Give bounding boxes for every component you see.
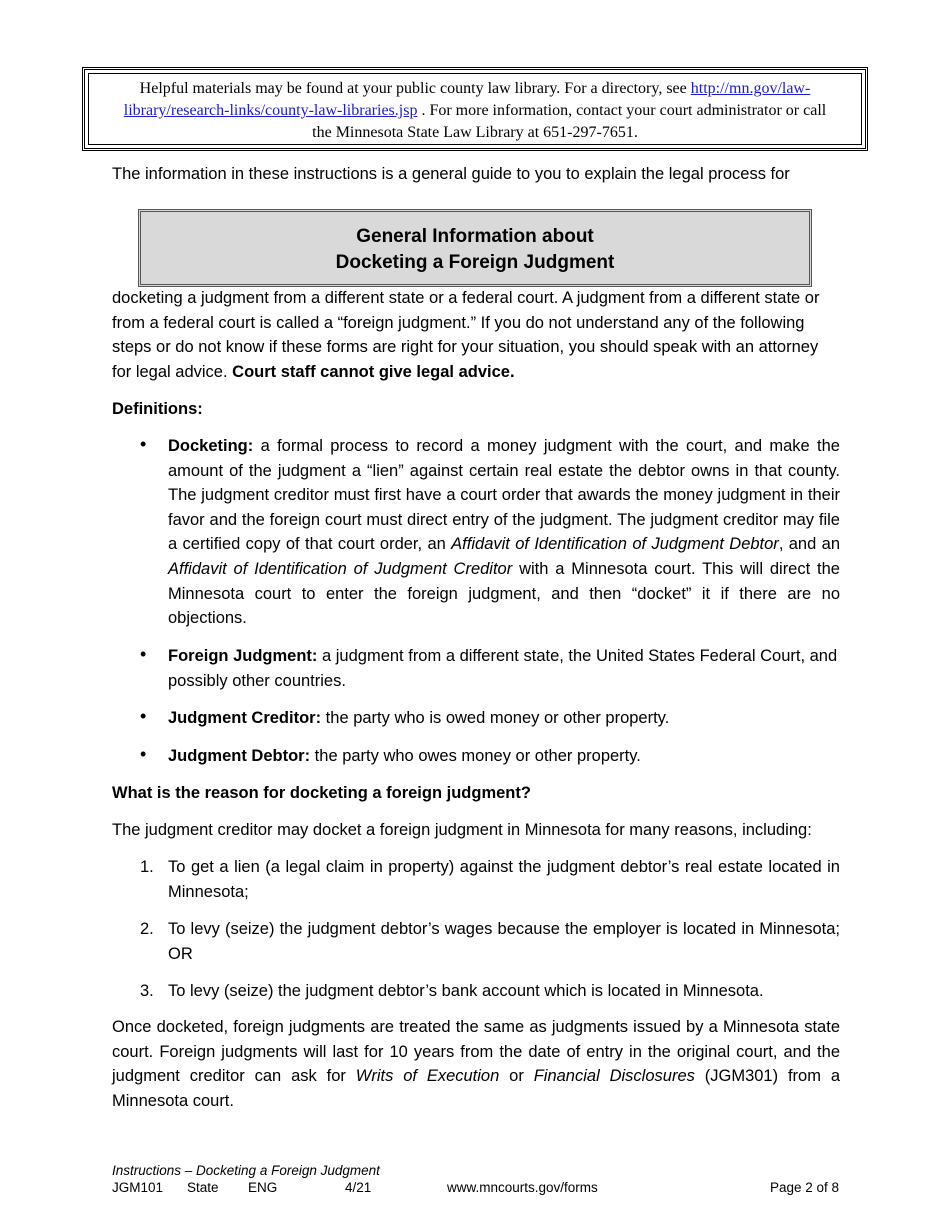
judgment-debtor-text: the party who owes money or other property. bbox=[310, 747, 641, 765]
definition-judgment-creditor bbox=[168, 706, 840, 731]
reason-heading: What is the reason for docketing a foreign judgment? bbox=[112, 784, 531, 802]
closing-text-2: or bbox=[499, 1067, 534, 1086]
title-box bbox=[138, 209, 812, 287]
link-part-1[interactable]: http://mn.gov/law- bbox=[690, 80, 811, 97]
bullet-icon: • bbox=[140, 644, 147, 664]
footer-language: ENG bbox=[248, 1180, 278, 1195]
docketing-text-2: , and an bbox=[778, 535, 840, 554]
link-part-2[interactable]: library/research-links/county-law-libraries.jsp bbox=[123, 102, 418, 119]
foreign-judgment-text: a judgment from a different state, the United States Federal Court, and possibly other countries. bbox=[168, 647, 838, 690]
notice-before-link: Helpful materials may be found at your public county law library. For a directory, see bbox=[139, 80, 691, 97]
reason-number: 2. bbox=[140, 920, 154, 938]
footer-form-code: JGM101 bbox=[112, 1180, 164, 1195]
closing-text-1: Once docketed, foreign judgments are treated the same as judgments issued by a Minnesota state court. Foreign judgments will last for 10 years from the date of entry in the original court, and the judgment creditor can ask for bbox=[112, 1018, 840, 1086]
reason-item: To levy (seize) the judgment debtor’s wages because the employer is located in Minnesota; OR bbox=[168, 920, 840, 963]
title-line-1: General Information about bbox=[356, 226, 594, 247]
affidavit-creditor-title: Affidavit of Identification of Judgment Creditor bbox=[168, 559, 513, 578]
financial-disclosures: Financial Disclosures bbox=[533, 1067, 695, 1086]
writs-of-execution: Writs of Execution bbox=[355, 1067, 500, 1086]
title-line-2: Docketing a Foreign Judgment bbox=[335, 252, 615, 273]
term-docketing: Docketing: bbox=[168, 437, 254, 455]
term-foreign-judgment: Foreign Judgment: bbox=[168, 647, 318, 665]
intro-line: The information in these instructions is a general guide to you to explain the legal process for bbox=[112, 165, 790, 183]
reason-number: 1. bbox=[140, 858, 154, 876]
reason-item: To levy (seize) the judgment debtor’s bank account which is located in Minnesota. bbox=[168, 982, 764, 1000]
term-judgment-debtor: Judgment Debtor: bbox=[168, 747, 311, 765]
definition-docketing bbox=[168, 434, 840, 631]
definitions-heading: Definitions: bbox=[112, 400, 203, 418]
term-judgment-creditor: Judgment Creditor: bbox=[168, 709, 322, 727]
definition-foreign-judgment bbox=[168, 644, 840, 693]
intro-text: docketing a judgment from a different state or a federal court. A judgment from a different state or from a federal court is called a “foreign judgment.” If you do not understand any of the following steps or do not know if these forms are right for your situation, you should speak with an attorney for legal advice. bbox=[112, 289, 820, 381]
reason-intro: The judgment creditor may docket a foreign judgment in Minnesota for many reasons, including: bbox=[112, 821, 812, 839]
docketing-text-1: a formal process to record a money judgment with the court, and make the amount of the judgment a “lien” against certain real estate the debtor owns in that county. The judgment creditor must first have a court order that awards the money judgment in their favor and the foreign court must direct entry of the judgment. The judgment creditor may file a certified copy of that court order, an bbox=[168, 437, 840, 554]
closing-paragraph bbox=[112, 1015, 840, 1113]
intro-paragraph bbox=[112, 286, 840, 384]
footer-url: www.mncourts.gov/forms bbox=[447, 1180, 598, 1195]
law-library-notice bbox=[82, 67, 868, 151]
footer-page-number: Page 2 of 8 bbox=[769, 1180, 839, 1195]
definition-judgment-debtor bbox=[168, 744, 840, 769]
legal-advice-warning: Court staff cannot give legal advice. bbox=[232, 362, 515, 381]
notice-after-link: . For more information, contact your court administrator or call bbox=[417, 102, 827, 119]
reason-number: 3. bbox=[140, 982, 154, 1000]
closing-text-3: (JGM301) from a Minnesota court. bbox=[112, 1067, 840, 1110]
docketing-text-3: with a Minnesota court. This will direct the Minnesota court to enter the foreign judgment, and then “docket” it if there are no objections. bbox=[168, 559, 840, 628]
bullet-icon: • bbox=[140, 744, 147, 764]
judgment-creditor-text: the party who is owed money or other property. bbox=[321, 709, 670, 727]
affidavit-debtor-title: Affidavit of Identification of Judgment Debtor bbox=[451, 535, 779, 554]
footer-title: Instructions – Docketing a Foreign Judgment bbox=[112, 1163, 380, 1178]
notice-contact-line: the Minnesota State Law Library at 651-297-7651. bbox=[312, 124, 638, 141]
bullet-icon: • bbox=[140, 434, 147, 454]
reason-item: To get a lien (a legal claim in property) against the judgment debtor’s real estate located in Minnesota; bbox=[168, 858, 840, 901]
footer-state: State bbox=[187, 1180, 219, 1195]
footer-date: 4/21 bbox=[345, 1180, 372, 1195]
notice-text bbox=[97, 78, 853, 144]
bullet-icon: • bbox=[140, 706, 147, 726]
